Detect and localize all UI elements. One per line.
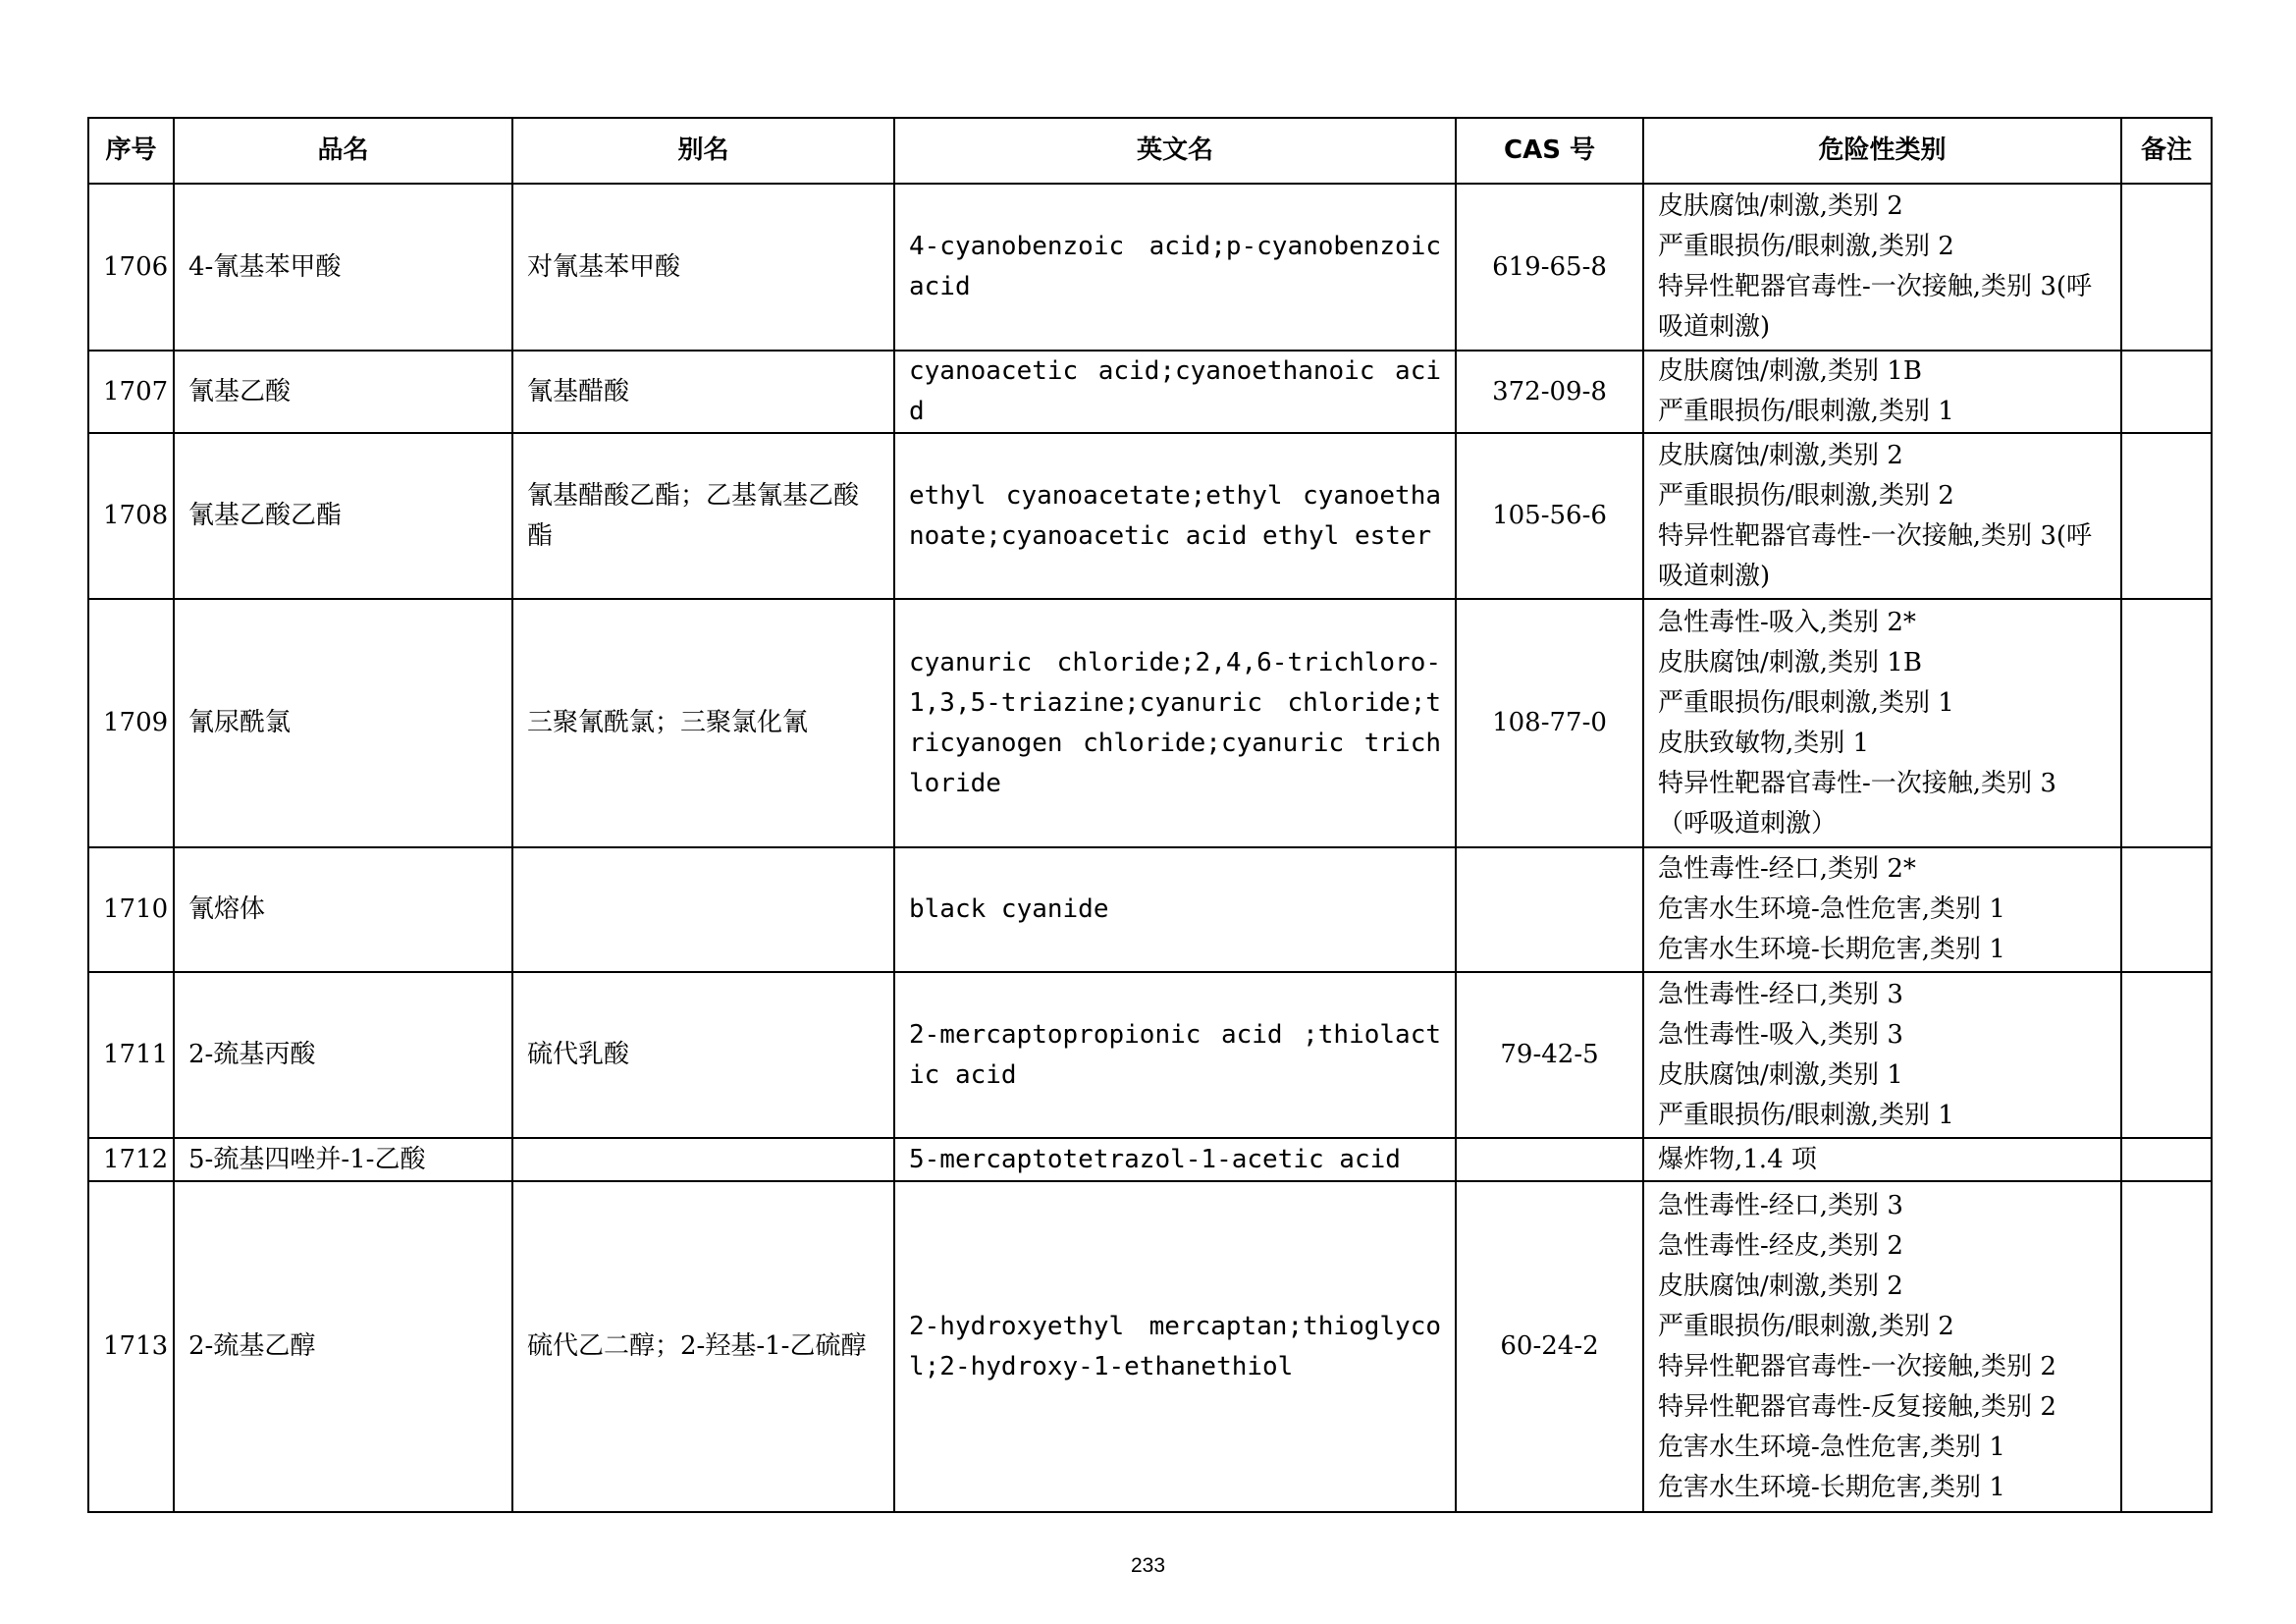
- cell-no: 1708: [88, 433, 174, 599]
- cell-remark: [2121, 351, 2212, 433]
- hazard-item: 特异性靶器官毒性-反复接触,类别 2: [1658, 1391, 2056, 1422]
- table-row: [88, 972, 2212, 1138]
- cell-remark: [2121, 433, 2212, 599]
- cell-remark: [2121, 847, 2212, 972]
- hazard-item: 严重眼损伤/眼刺激,类别 1: [1658, 1100, 1954, 1130]
- hazard-item: 严重眼损伤/眼刺激,类别 1: [1658, 687, 1954, 718]
- cell-name: 氰熔体: [174, 847, 512, 972]
- header-remark: 备注: [2121, 118, 2212, 184]
- cell-hazard: [1643, 972, 2121, 1138]
- table-body: [88, 184, 2212, 1512]
- cell-hazard: [1643, 351, 2121, 433]
- table-row: [88, 847, 2212, 972]
- cell-english: cyanuric chloride;2,4,6-trichloro-1,3,5-triazine;cyanuric chloride;tricyanogen chloride;cyanuric trichloride: [894, 599, 1456, 847]
- hazard-item: 严重眼损伤/眼刺激,类别 2: [1658, 480, 1954, 511]
- cell-cas: 60-24-2: [1456, 1181, 1643, 1512]
- hazard-item: 皮肤腐蚀/刺激,类别 1B: [1658, 356, 1922, 386]
- cell-remark: [2121, 184, 2212, 351]
- header-row: [88, 118, 2212, 184]
- cell-alias: [512, 847, 894, 972]
- header-hazard: 危险性类别: [1643, 118, 2121, 184]
- hazard-item: 特异性靶器官毒性-一次接触,类别 3(呼吸道刺激): [1658, 520, 2093, 591]
- cell-alias: 硫代乙二醇；2-羟基-1-乙硫醇: [512, 1181, 894, 1512]
- table-row: [88, 351, 2212, 433]
- cell-remark: [2121, 1138, 2212, 1181]
- cell-name: 2-巯基丙酸: [174, 972, 512, 1138]
- hazard-item: 皮肤腐蚀/刺激,类别 1B: [1658, 647, 1922, 677]
- cell-alias: 三聚氰酰氯；三聚氯化氰: [512, 599, 894, 847]
- cell-hazard: [1643, 184, 2121, 351]
- hazard-item: 皮肤腐蚀/刺激,类别 2: [1658, 191, 1903, 221]
- cell-no: 1712: [88, 1138, 174, 1181]
- cell-english: 2-mercaptopropionic acid ;thiolactic acid: [894, 972, 1456, 1138]
- cell-no: 1707: [88, 351, 174, 433]
- hazard-item: 急性毒性-吸入,类别 3: [1658, 1019, 1903, 1050]
- header-cas: CAS 号: [1456, 118, 1643, 184]
- cell-cas: 372-09-8: [1456, 351, 1643, 433]
- cell-name: 氰尿酰氯: [174, 599, 512, 847]
- hazard-item: 危害水生环境-长期危害,类别 1: [1658, 1472, 2005, 1502]
- cell-cas: [1456, 847, 1643, 972]
- hazard-item: 急性毒性-经口,类别 3: [1658, 1190, 1903, 1220]
- hazard-item: 危害水生环境-长期危害,类别 1: [1658, 935, 2005, 964]
- cell-no: 1710: [88, 847, 174, 972]
- cell-name: 2-巯基乙醇: [174, 1181, 512, 1512]
- cell-english: ethyl cyanoacetate;ethyl cyanoethanoate;cyanoacetic acid ethyl ester: [894, 433, 1456, 599]
- cell-name: 氰基乙酸: [174, 351, 512, 433]
- cell-cas: [1456, 1138, 1643, 1181]
- hazard-item: 皮肤腐蚀/刺激,类别 2: [1658, 1271, 1903, 1301]
- header-no: 序号: [88, 118, 174, 184]
- cell-cas: 79-42-5: [1456, 972, 1643, 1138]
- cell-remark: [2121, 599, 2212, 847]
- table-row: [88, 433, 2212, 599]
- hazard-item: 严重眼损伤/眼刺激,类别 2: [1658, 1311, 1954, 1341]
- table-row: [88, 1181, 2212, 1512]
- header-name: 品名: [174, 118, 512, 184]
- hazard-item: 严重眼损伤/眼刺激,类别 1: [1658, 397, 1954, 426]
- hazard-item: 急性毒性-经口,类别 2*: [1658, 854, 1916, 884]
- cell-no: 1709: [88, 599, 174, 847]
- cell-alias: 硫代乳酸: [512, 972, 894, 1138]
- cell-alias: 对氰基苯甲酸: [512, 184, 894, 351]
- cell-name: 4-氰基苯甲酸: [174, 184, 512, 351]
- cell-english: 2-hydroxyethyl mercaptan;thioglycol;2-hydroxy-1-ethanethiol: [894, 1181, 1456, 1512]
- cell-english: cyanoacetic acid;cyanoethanoic acid: [894, 351, 1456, 433]
- hazard-item: 急性毒性-吸入,类别 2*: [1658, 607, 1916, 637]
- cell-hazard: [1643, 847, 2121, 972]
- header-alias: 别名: [512, 118, 894, 184]
- cell-cas: 108-77-0: [1456, 599, 1643, 847]
- cell-no: 1711: [88, 972, 174, 1138]
- cell-hazard: [1643, 1181, 2121, 1512]
- hazard-item: 皮肤腐蚀/刺激,类别 1: [1658, 1059, 1903, 1090]
- chemical-table: [87, 117, 2213, 1513]
- hazard-item: 危害水生环境-急性危害,类别 1: [1658, 894, 2005, 924]
- cell-english: 4-cyanobenzoic acid;p-cyanobenzoic acid: [894, 184, 1456, 351]
- table-row: [88, 1138, 2212, 1181]
- hazard-item: 危害水生环境-急性危害,类别 1: [1658, 1432, 2005, 1462]
- hazard-item: 严重眼损伤/眼刺激,类别 2: [1658, 232, 1954, 261]
- cell-hazard: [1643, 1138, 2121, 1181]
- cell-cas: 105-56-6: [1456, 433, 1643, 599]
- hazard-item: 急性毒性-经口,类别 3: [1658, 979, 1903, 1009]
- cell-no: 1713: [88, 1181, 174, 1512]
- cell-no: 1706: [88, 184, 174, 351]
- cell-alias: 氰基醋酸乙酯；乙基氰基乙酸酯: [512, 433, 894, 599]
- cell-alias: [512, 1138, 894, 1181]
- hazard-item: 皮肤腐蚀/刺激,类别 2: [1658, 440, 1903, 470]
- hazard-item: 特异性靶器官毒性-一次接触,类别 2: [1658, 1351, 2056, 1381]
- hazard-item: 特异性靶器官毒性-一次接触,类别 3(呼吸道刺激): [1658, 272, 2093, 342]
- cell-name: 氰基乙酸乙酯: [174, 433, 512, 599]
- cell-hazard: [1643, 599, 2121, 847]
- table-row: [88, 599, 2212, 847]
- cell-remark: [2121, 1181, 2212, 1512]
- cell-name: 5-巯基四唑并-1-乙酸: [174, 1138, 512, 1181]
- hazard-item: 特异性靶器官毒性-一次接触,类别 3（呼吸道刺激）: [1658, 768, 2056, 839]
- cell-alias: 氰基醋酸: [512, 351, 894, 433]
- header-english: 英文名: [894, 118, 1456, 184]
- hazard-item: 急性毒性-经皮,类别 2: [1658, 1230, 1903, 1261]
- cell-english: 5-mercaptotetrazol-1-acetic acid: [894, 1138, 1456, 1181]
- hazard-item: 皮肤致敏物,类别 1: [1658, 728, 1870, 758]
- cell-english: black cyanide: [894, 847, 1456, 972]
- table-row: [88, 184, 2212, 351]
- cell-hazard: [1643, 433, 2121, 599]
- hazard-item: 爆炸物,1.4 项: [1658, 1144, 1817, 1174]
- page-number: 233: [1130, 1554, 1166, 1577]
- cell-remark: [2121, 972, 2212, 1138]
- cell-cas: 619-65-8: [1456, 184, 1643, 351]
